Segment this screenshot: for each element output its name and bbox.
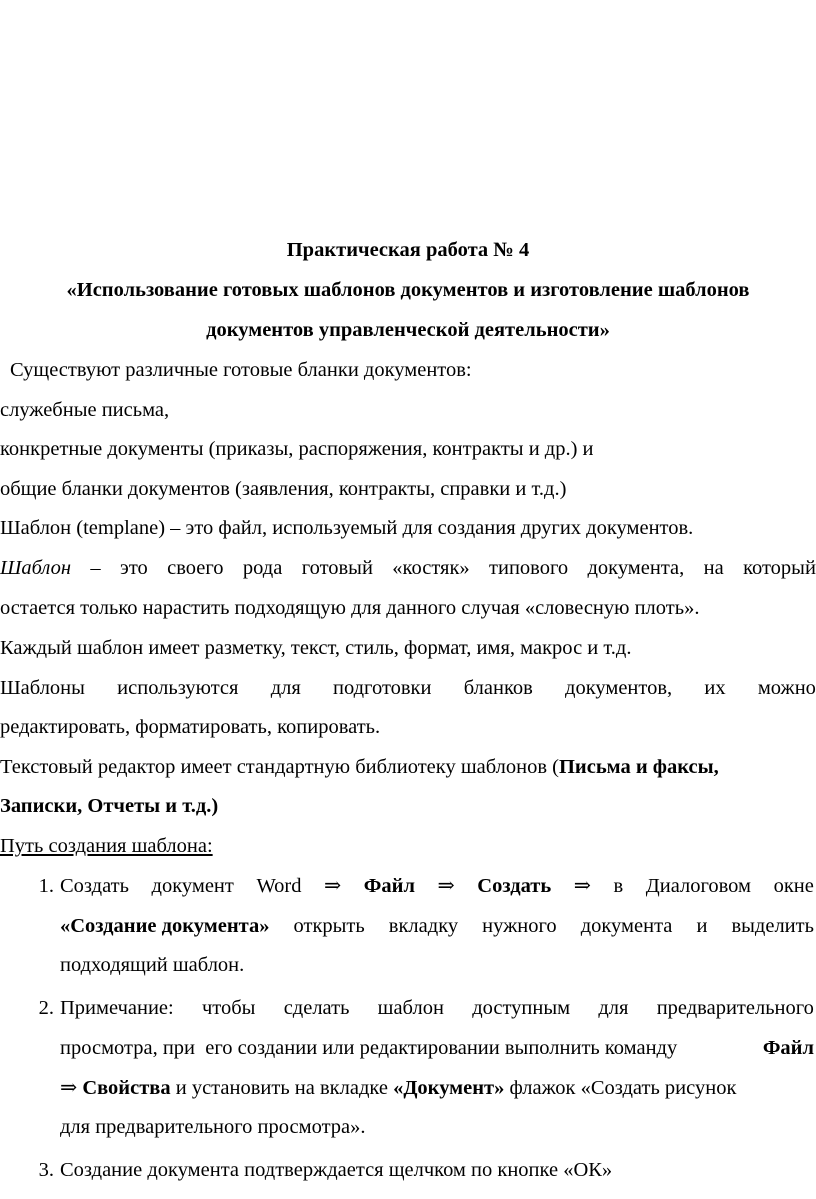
list-item-2-line-2 <box>60 1028 814 1068</box>
word: вкладку <box>388 915 459 937</box>
word: нужного <box>482 915 557 937</box>
library-bold-text: Письма и факсы, <box>558 756 719 778</box>
list-item-2-line-3 <box>60 1068 814 1108</box>
arrow-icon: ⇒ <box>60 1077 78 1099</box>
menu-properties-label: Свойства <box>82 1077 171 1099</box>
paragraph-template-properties: Каждый шаблон имеет разметку, текст, стиль, формат, имя, макрос и т.д. <box>0 637 632 659</box>
list-item-1-line-2 <box>60 906 814 946</box>
menu-file-label: Файл <box>363 875 415 897</box>
document-subtitle-line-2: документов управленческой деятельности» <box>206 319 610 341</box>
note-text: и установить на вкладке <box>170 1077 394 1099</box>
word: готовый <box>301 557 373 579</box>
word: можно <box>757 677 816 699</box>
word: их <box>704 677 726 699</box>
paragraph-library-line-1 <box>0 747 816 787</box>
paragraph-service-letters: служебные письма, <box>0 399 170 421</box>
tab-document-label: «Документ» <box>393 1077 505 1099</box>
word: типового <box>489 557 569 579</box>
paragraph-template-definition: Шаблон (templane) – это файл, используемый для создания других документов. <box>0 517 694 539</box>
path-heading: Путь создания шаблона: <box>0 835 213 857</box>
word: документов, <box>565 677 673 699</box>
word: используются <box>117 677 239 699</box>
word: документа, <box>587 557 685 579</box>
word: предварительного <box>656 997 814 1019</box>
arrow-icon: ⇒ <box>437 875 455 897</box>
library-text: Текстовый редактор имеет стандартную библиотеку шаблонов ( <box>0 756 559 778</box>
word: рода <box>242 557 283 579</box>
word: документа <box>580 915 673 937</box>
paragraph-templates-usage-line-1 <box>0 668 816 708</box>
word: шаблон <box>377 997 444 1019</box>
word: доступным <box>472 997 571 1019</box>
list-item-1-line-1 <box>60 866 814 906</box>
menu-create-label: Создать <box>477 875 552 897</box>
paragraph-template-skeleton-line-1 <box>0 548 816 588</box>
word: документ <box>151 875 234 897</box>
word: и <box>696 915 708 937</box>
note-text: флажок «Создать рисунок <box>504 1077 737 1099</box>
word: Примечание: <box>60 997 174 1019</box>
word: выделить <box>731 915 814 937</box>
word: сделать <box>283 997 350 1019</box>
word: подготовки <box>333 677 432 699</box>
paragraph-template-skeleton-line-2: остается только нарастить подходящую для данного случая «словесную плоть». <box>0 597 700 619</box>
list-item-1-line-3: подходящий шаблон. <box>60 954 245 976</box>
word: бланков <box>463 677 533 699</box>
list-number: 2. <box>38 997 54 1019</box>
paragraph-intro: Существуют различные готовые бланки документов: <box>10 359 472 381</box>
word: Диалоговом <box>645 875 752 897</box>
document-subtitle-line-1: «Использование готовых шаблонов документов и изготовление шаблонов <box>66 279 750 301</box>
paragraph-library-line-2: Записки, Отчеты и т.д.) <box>0 795 219 817</box>
paragraph-templates-usage-line-2: редактировать, форматировать, копировать. <box>0 716 381 738</box>
paragraph-general-forms: общие бланки документов (заявления, контракты, справки и т.д.) <box>0 478 567 500</box>
word: это <box>120 557 148 579</box>
list-item-2-line-4: для предварительного просмотра». <box>60 1116 366 1138</box>
list-number: 1. <box>38 875 54 897</box>
word: «костяк» <box>392 557 470 579</box>
word: чтобы <box>201 997 256 1019</box>
word: для <box>270 677 301 699</box>
arrow-icon: ⇒ <box>573 875 591 897</box>
paragraph-specific-documents: конкретные документы (приказы, распоряжения, контракты и др.) и <box>0 438 594 460</box>
word: своего <box>167 557 224 579</box>
menu-file-label: Файл <box>762 1037 814 1059</box>
word: открыть <box>293 915 365 937</box>
word: который <box>743 557 816 579</box>
note-text: просмотра, при его создании или редактировании выполнить команду <box>60 1037 678 1059</box>
list-item-2-line-1 <box>60 988 814 1028</box>
list-number: 3. <box>38 1159 54 1181</box>
arrow-icon: ⇒ <box>324 875 342 897</box>
italic-word: Шаблон <box>0 557 72 579</box>
word: Word <box>256 875 302 897</box>
dialog-name: «Создание документа» <box>60 915 270 937</box>
word: в <box>613 875 624 897</box>
list-item-3-text: Создание документа подтверждается щелчком по кнопке «ОК» <box>60 1159 613 1181</box>
word: для <box>598 997 629 1019</box>
word: Шаблоны <box>0 677 85 699</box>
word: на <box>703 557 724 579</box>
word: – <box>90 557 101 579</box>
word: Создать <box>60 875 129 897</box>
word: окне <box>773 875 814 897</box>
document-title: Практическая работа № 4 <box>286 239 530 261</box>
